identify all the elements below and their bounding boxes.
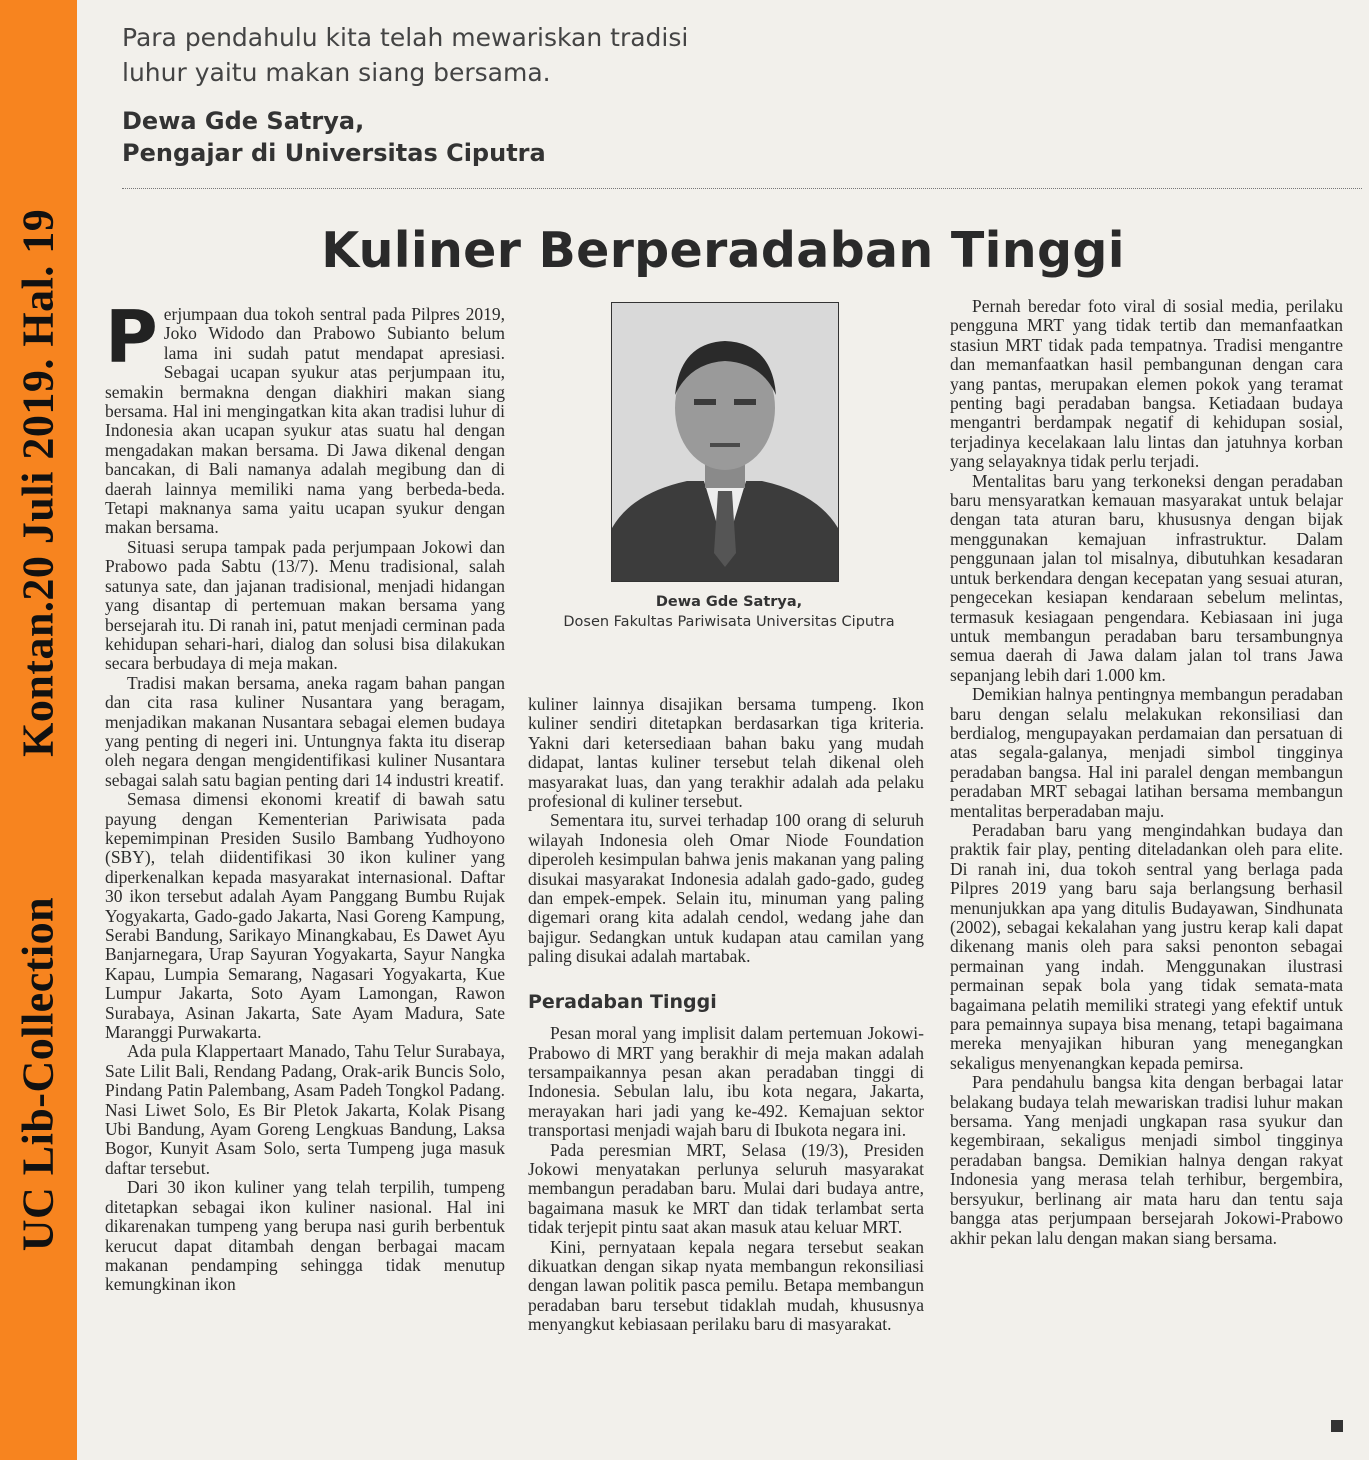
paragraph: Ada pula Klappertaart Manado, Tahu Telur Surabaya, Sate Lilit Bali, Rendang Padang, Orak-arik Buncis Solo, Pindang Patin Palembang, Asam Padeh Tongkol Padang. Nasi Liwet Solo, Es Bir Pletok Jakarta, Kolak Pisang Ubi Bandung, Ayam Goreng Lengkuas Bandung, Laksa Bogor, Kunyit Asam Solo, serta Tumpeng juga masuk daftar tersebut. <box>105 1041 505 1178</box>
article-column-1 <box>105 295 505 1295</box>
author-title: Pengajar di Universitas Ciputra <box>122 139 546 167</box>
pull-quote-line: Para pendahulu kita telah mewariskan tradisi <box>122 23 689 52</box>
article-headline: Kuliner Berperadaban Tinggi <box>321 222 1125 279</box>
author-name: Dewa Gde Satrya, <box>122 107 365 135</box>
paragraph: Pernah beredar foto viral di sosial media, perilaku pengguna MRT yang tidak tertib dan memanfaatkan stasiun MRT tidak pada tempatnya. Tradisi mengantre dan memanfaatkan hasil pembangunan dengan cara yang pantas, merupakan elemen pokok yang teramat penting bagi peradaban bangsa. Ketiadaan budaya mengantri berdampak negatif di kehidupan sosial, terjadinya kecelakaan lalu lintas dan jatuhnya korban yang selayaknya tidak perlu terjadi. <box>950 296 1343 472</box>
caption-title: Dosen Fakultas Pariwisata Universitas Ciputra <box>563 614 895 630</box>
paragraph: Demikian halnya pentingnya membangun peradaban baru dengan selalu melakukan rekonsiliasi dan berdialog, mengupayakan perdamaian dan persatuan di atas segala-galanya, menjadi simbol tingginya peradaban bangsa. Hal ini paralel dengan membangun peradaban MRT sebagai latihan bersama membangun mentalitas berperadaban maju. <box>950 684 1343 821</box>
byline <box>122 105 762 169</box>
portrait-image <box>612 303 838 581</box>
drop-cap: P <box>105 295 158 379</box>
caption-name: Dewa Gde Satrya, <box>655 594 803 610</box>
divider <box>122 188 1362 189</box>
paragraph: Kini, pernyataan kepala negara tersebut seakan dikuatkan dengan sikap nyata membangun rekonsiliasi dengan lawan politik pasca pemilu. Betapa membangun peradaban baru tersebut tidaklah mudah, khususnya menyangkut kebiasaan perilaku baru di masyarakat. <box>528 1236 924 1335</box>
author-photo <box>611 302 839 582</box>
paragraph: Para pendahulu bangsa kita dengan berbagai latar belakang budaya telah mewariskan tradisi luhur makan bersama. Yang menjadi ungkapan rasa syukur dan kegembiraan, sekaligus menjadi simbol tingginya peradaban bangsa. Demikian halnya dengan rakyat Indonesia yang merasa telah terhibur, bergembira, bersyukur, berlinang air mata haru dan tentu saja bangga atas perjumpaan bersejarah Jokowi-Prabowo akhir pekan lalu dengan makan siang bersama. <box>950 1072 1343 1248</box>
article-column-2 <box>528 695 924 1335</box>
collection-label: UC Lib-Collection <box>13 896 63 1252</box>
paragraph: kuliner lainnya disajikan bersama tumpeng. Ikon kuliner sendiri ditetapkan berdasarkan tiga kriteria. Yakni dari ketersediaan bahan baku yang mudah didapat, lantas kuliner tersebut telah dikenal oleh masyarakat luas, dan yang terakhir adalah ada pelaku profesional di kuliner tersebut. <box>528 694 924 812</box>
paragraph: Perjumpaan dua tokoh sentral pada Pilpres 2019, Joko Widodo dan Prabowo Subianto belum lama ini sudah patut mendapat apresiasi. Sebagai ucapan syukur atas perjumpaan itu, semakin bermakna dengan diakhiri makan siang bersama. Hal ini mengingatkan kita akan tradisi luhur di Indonesia akan ucapan syukur atas suatu hal dengan mengadakan makan bersama. Di Jawa dikenal dengan bancakan, di Bali namanya adalah megibung dan di daerah lainnya memiliki nama yang berbeda-beda. Tetapi maknanya sama yaitu ucapan syukur dengan makan bersama. <box>105 295 505 538</box>
archive-sidebar <box>0 0 77 1460</box>
section-subhead: Peradaban Tinggi <box>528 990 717 1013</box>
paragraph: Pada peresmian MRT, Selasa (19/3), Presiden Jokowi menyatakan perlunya seluruh masyarakat membangun peradaban baru. Mulai dari budaya antre, bagaimana masuk ke MRT dan tidak terlambat serta tidak terjepit pintu saat akan masuk atau keluar MRT. <box>528 1139 924 1238</box>
paragraph: Pesan moral yang implisit dalam pertemuan Jokowi-Prabowo di MRT yang berakhir di meja makan adalah tersampaikannya pesan akan peradaban tinggi di Indonesia. Sebulan lalu, ibu kota negara, Jakarta, merayakan hari jadi yang ke-492. Kemajuan sektor transportasi menjadi wajah baru di Ibukota negara ini. <box>528 1023 924 1141</box>
end-of-article-mark <box>1331 1420 1343 1432</box>
sidebar-label <box>13 209 64 1252</box>
paragraph: Semasa dimensi ekonomi kreatif di bawah satu payung dengan Kementerian Pariwisata pada kepemimpinan Presiden Susilo Bambang Yudhoyono (SBY), telah diidentifikasi 30 ikon kuliner yang diperkenalkan kepada masyarakat internasional. Daftar 30 ikon tersebut adalah Ayam Panggang Bumbu Rujak Yogyakarta, Gado-gado Jakarta, Nasi Goreng Kampung, Serabi Bandung, Sarikayo Minangkabau, Es Dawet Ayu Banjarnegara, Urap Sayuran Yogyakarta, Sayur Nangka Kapau, Lumpia Semarang, Nagasari Yogyakarta, Kue Lumpur Jakarta, Soto Ayam Lamongan, Rawon Surabaya, Asinan Jakarta, Sate Ayam Madura, Sate Maranggi Purwakarta. <box>105 789 505 1043</box>
pull-quote-line: luhur yaitu makan siang bersama. <box>122 58 551 87</box>
article-column-3 <box>950 297 1343 1248</box>
paragraph: Sementara itu, survei terhadap 100 orang di seluruh wilayah Indonesia oleh Omar Niode Foundation diperoleh kesimpulan bahwa jenis makanan yang paling disukai masyarakat Indonesia adalah gado-gado, gudeg dan empek-empek. Selain itu, minuman yang paling digemari orang kita adalah cendol, wedang jahe dan bajigur. Sedangkan untuk kudapan atau camilan yang paling disukai adalah martabak. <box>528 810 924 967</box>
paragraph: Tradisi makan bersama, aneka ragam bahan pangan dan cita rasa kuliner Nusantara yang beragam, menjadikan makanan Nusantara sebagai elemen budaya yang penting di negeri ini. Untungnya fakta itu diserap oleh negara dengan mengidentifikasi kuliner Nusantara sebagai salah satu bagian penting dari 14 industri kreatif. <box>105 672 505 790</box>
photo-caption <box>520 592 938 632</box>
paragraph: Situasi serupa tampak pada perjumpaan Jokowi dan Prabowo pada Sabtu (13/7). Menu tradisional, salah satunya sate, dan jajanan tradisional, menjadi hidangan yang disantap di pertemuan makan bersama yang bersejarah itu. Di ranah ini, patut menjadi cerminan pada kehidupan sehari-hari, dialog dan solusi bisa dilakukan secara berbudaya di meja makan. <box>105 536 505 674</box>
paragraph: Peradaban baru yang mengindahkan budaya dan praktik fair play, penting diteladankan oleh para elite. Di ranah ini, dua tokoh sentral yang berlaga pada Pilpres 2019 yang baru saja berlangsung berhasil menunjukkan apa yang ditulis Budayawan, Sindhunata (2002), sebagai kekalahan yang justru kerap kali dapat dikenang manis oleh para saksi penonton sebagai permainan yang indah. Menggunakan ilustrasi permainan sepak bola yang tidak semata-mata bagaimana pelatih memiliki strategi yang efektif untuk para pemainnya supaya bisa menang, tetapi bagaimana mereka menyajikan hiburan yang menegangkan sekaligus menyenangkan kepada pemirsa. <box>950 819 1343 1073</box>
paragraph: Mentalitas baru yang terkoneksi dengan peradaban baru mensyaratkan kemauan masyarakat untuk belajar dengan tata aturan baru, khususnya dengan bijak menggunakan kemajuan infrastruktur. Dalam penggunaan jalan tol misalnya, dibutuhkan kesadaran untuk berkendara dengan kecepatan yang sesuai aturan, pengecekan kesiapan kendaraan sebelum melintas, termasuk kesiagaan pengendara. Kebiasaan ini juga untuk membangun peradaban baru tersambungnya semua daerah di Jawa dalam jalan tol trans Jawa sepanjang lebih dari 1.000 km. <box>950 470 1343 685</box>
paragraph: Dari 30 ikon kuliner yang telah terpilih, tumpeng ditetapkan sebagai ikon kuliner nasional. Hal ini dikarenakan tumpeng yang berupa nasi gurih berbentuk kerucut dapat ditambah dengan berbagai macam makanan pendamping sehingga tidak menutup kemungkinan ikon <box>105 1177 505 1295</box>
pull-quote <box>122 20 762 90</box>
source-date-label: Kontan.20 Juli 2019. Hal. 19 <box>13 208 63 757</box>
